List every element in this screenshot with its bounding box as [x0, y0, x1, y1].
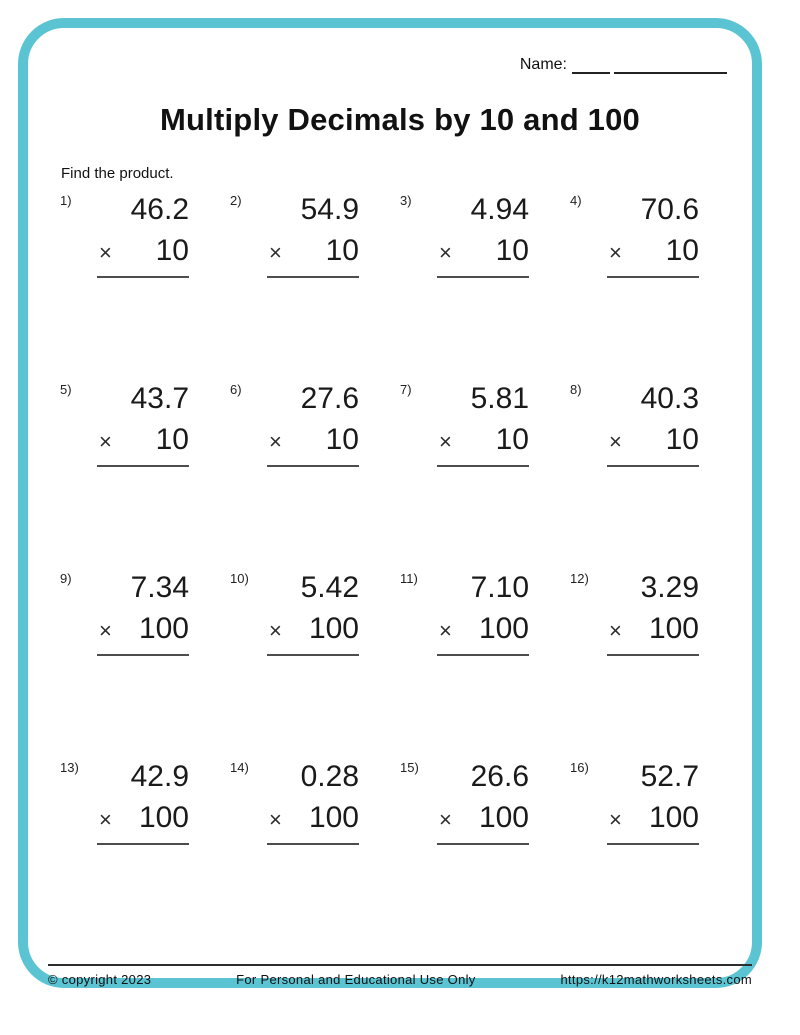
answer-line [267, 465, 359, 467]
problem-number: 11) [400, 571, 418, 586]
operand: 5.42 [300, 571, 359, 604]
answer-line [97, 276, 189, 278]
multiply-icon: × [439, 618, 452, 643]
answer-line [97, 843, 189, 845]
operand: 52.7 [640, 760, 699, 793]
problem-14 [230, 758, 400, 947]
multiplier: 100 [478, 801, 529, 834]
copyright-text: © copyright 2023 [48, 972, 152, 987]
problem-block [267, 758, 359, 845]
problem-8 [570, 380, 740, 569]
problem-12 [570, 569, 740, 758]
answer-line [437, 276, 529, 278]
problem-block [437, 569, 529, 656]
page-title: Multiply Decimals by 10 and 100 [160, 102, 640, 137]
name-label: Name: [519, 56, 567, 73]
problem-block [97, 380, 189, 467]
problem-number: 1) [60, 193, 72, 208]
operand: 27.6 [300, 382, 359, 415]
multiplier: 100 [138, 801, 189, 834]
answer-line [607, 276, 699, 278]
website-url: https://k12mathworksheets.com [560, 972, 752, 987]
operand: 7.34 [130, 571, 189, 604]
problem-block [97, 191, 189, 278]
multiply-icon: × [439, 807, 452, 832]
problem-number: 3) [400, 193, 412, 208]
problem-number: 6) [230, 382, 242, 397]
problem-block [97, 758, 189, 845]
problem-11 [400, 569, 570, 758]
operand: 46.2 [130, 193, 189, 226]
problem-9 [60, 569, 230, 758]
multiplier: 10 [495, 234, 529, 267]
footer [48, 972, 752, 987]
operand: 42.9 [130, 760, 189, 793]
multiplier: 100 [648, 801, 699, 834]
problem-1 [60, 191, 230, 380]
multiplier: 100 [138, 612, 189, 645]
multiplier: 10 [155, 423, 189, 456]
answer-line [267, 276, 359, 278]
problem-6 [230, 380, 400, 569]
problem-block [267, 380, 359, 467]
multiply-icon: × [609, 240, 622, 265]
answer-line [97, 465, 189, 467]
operand: 4.94 [470, 193, 529, 226]
operand: 7.10 [470, 571, 529, 604]
multiply-icon: × [99, 807, 112, 832]
problem-number: 2) [230, 193, 242, 208]
multiplier: 100 [308, 612, 359, 645]
problem-block [607, 380, 699, 467]
problem-block [437, 191, 529, 278]
multiplier: 10 [325, 234, 359, 267]
multiply-icon: × [269, 618, 282, 643]
multiply-icon: × [439, 240, 452, 265]
multiplier: 100 [308, 801, 359, 834]
multiplier: 100 [478, 612, 529, 645]
multiply-icon: × [269, 240, 282, 265]
operand: 0.28 [300, 760, 359, 793]
multiply-icon: × [99, 429, 112, 454]
multiplier: 10 [495, 423, 529, 456]
multiply-icon: × [269, 807, 282, 832]
operand: 54.9 [300, 193, 359, 226]
answer-line [607, 465, 699, 467]
operand: 3.29 [640, 571, 699, 604]
multiplier: 10 [665, 423, 699, 456]
problem-block [607, 758, 699, 845]
problem-number: 15) [400, 760, 419, 775]
problem-block [97, 569, 189, 656]
multiply-icon: × [609, 807, 622, 832]
answer-line [607, 654, 699, 656]
multiply-icon: × [439, 429, 452, 454]
usage-text: For Personal and Educational Use Only [236, 972, 476, 987]
problem-block [267, 191, 359, 278]
multiply-icon: × [99, 618, 112, 643]
problem-number: 4) [570, 193, 582, 208]
problem-number: 10) [230, 571, 249, 586]
problem-block [607, 191, 699, 278]
name-line [572, 56, 610, 74]
problem-4 [570, 191, 740, 380]
multiply-icon: × [609, 618, 622, 643]
problem-number: 16) [570, 760, 589, 775]
problem-number: 14) [230, 760, 249, 775]
answer-line [607, 843, 699, 845]
multiply-icon: × [609, 429, 622, 454]
name-line [614, 56, 727, 74]
answer-line [437, 465, 529, 467]
problems-grid [60, 191, 740, 947]
problem-16 [570, 758, 740, 947]
operand: 43.7 [130, 382, 189, 415]
problem-block [437, 380, 529, 467]
problem-number: 13) [60, 760, 79, 775]
problem-15 [400, 758, 570, 947]
problem-number: 5) [60, 382, 72, 397]
operand: 70.6 [640, 193, 699, 226]
multiply-icon: × [99, 240, 112, 265]
multiplier: 10 [665, 234, 699, 267]
problem-13 [60, 758, 230, 947]
multiplier: 10 [325, 423, 359, 456]
problem-number: 7) [400, 382, 412, 397]
problem-7 [400, 380, 570, 569]
problem-2 [230, 191, 400, 380]
operand: 40.3 [640, 382, 699, 415]
problem-number: 9) [60, 571, 72, 586]
problem-5 [60, 380, 230, 569]
problem-number: 12) [570, 571, 589, 586]
problem-block [607, 569, 699, 656]
problem-block [267, 569, 359, 656]
multiplier: 10 [155, 234, 189, 267]
instruction-text: Find the product. [61, 165, 174, 182]
answer-line [97, 654, 189, 656]
footer-divider [48, 964, 752, 966]
problem-3 [400, 191, 570, 380]
multiplier: 100 [648, 612, 699, 645]
answer-line [437, 843, 529, 845]
answer-line [267, 843, 359, 845]
problem-number: 8) [570, 382, 582, 397]
problem-block [437, 758, 529, 845]
name-row [520, 56, 727, 74]
operand: 26.6 [470, 760, 529, 793]
answer-line [267, 654, 359, 656]
operand: 5.81 [470, 382, 529, 415]
problem-10 [230, 569, 400, 758]
multiply-icon: × [269, 429, 282, 454]
answer-line [437, 654, 529, 656]
